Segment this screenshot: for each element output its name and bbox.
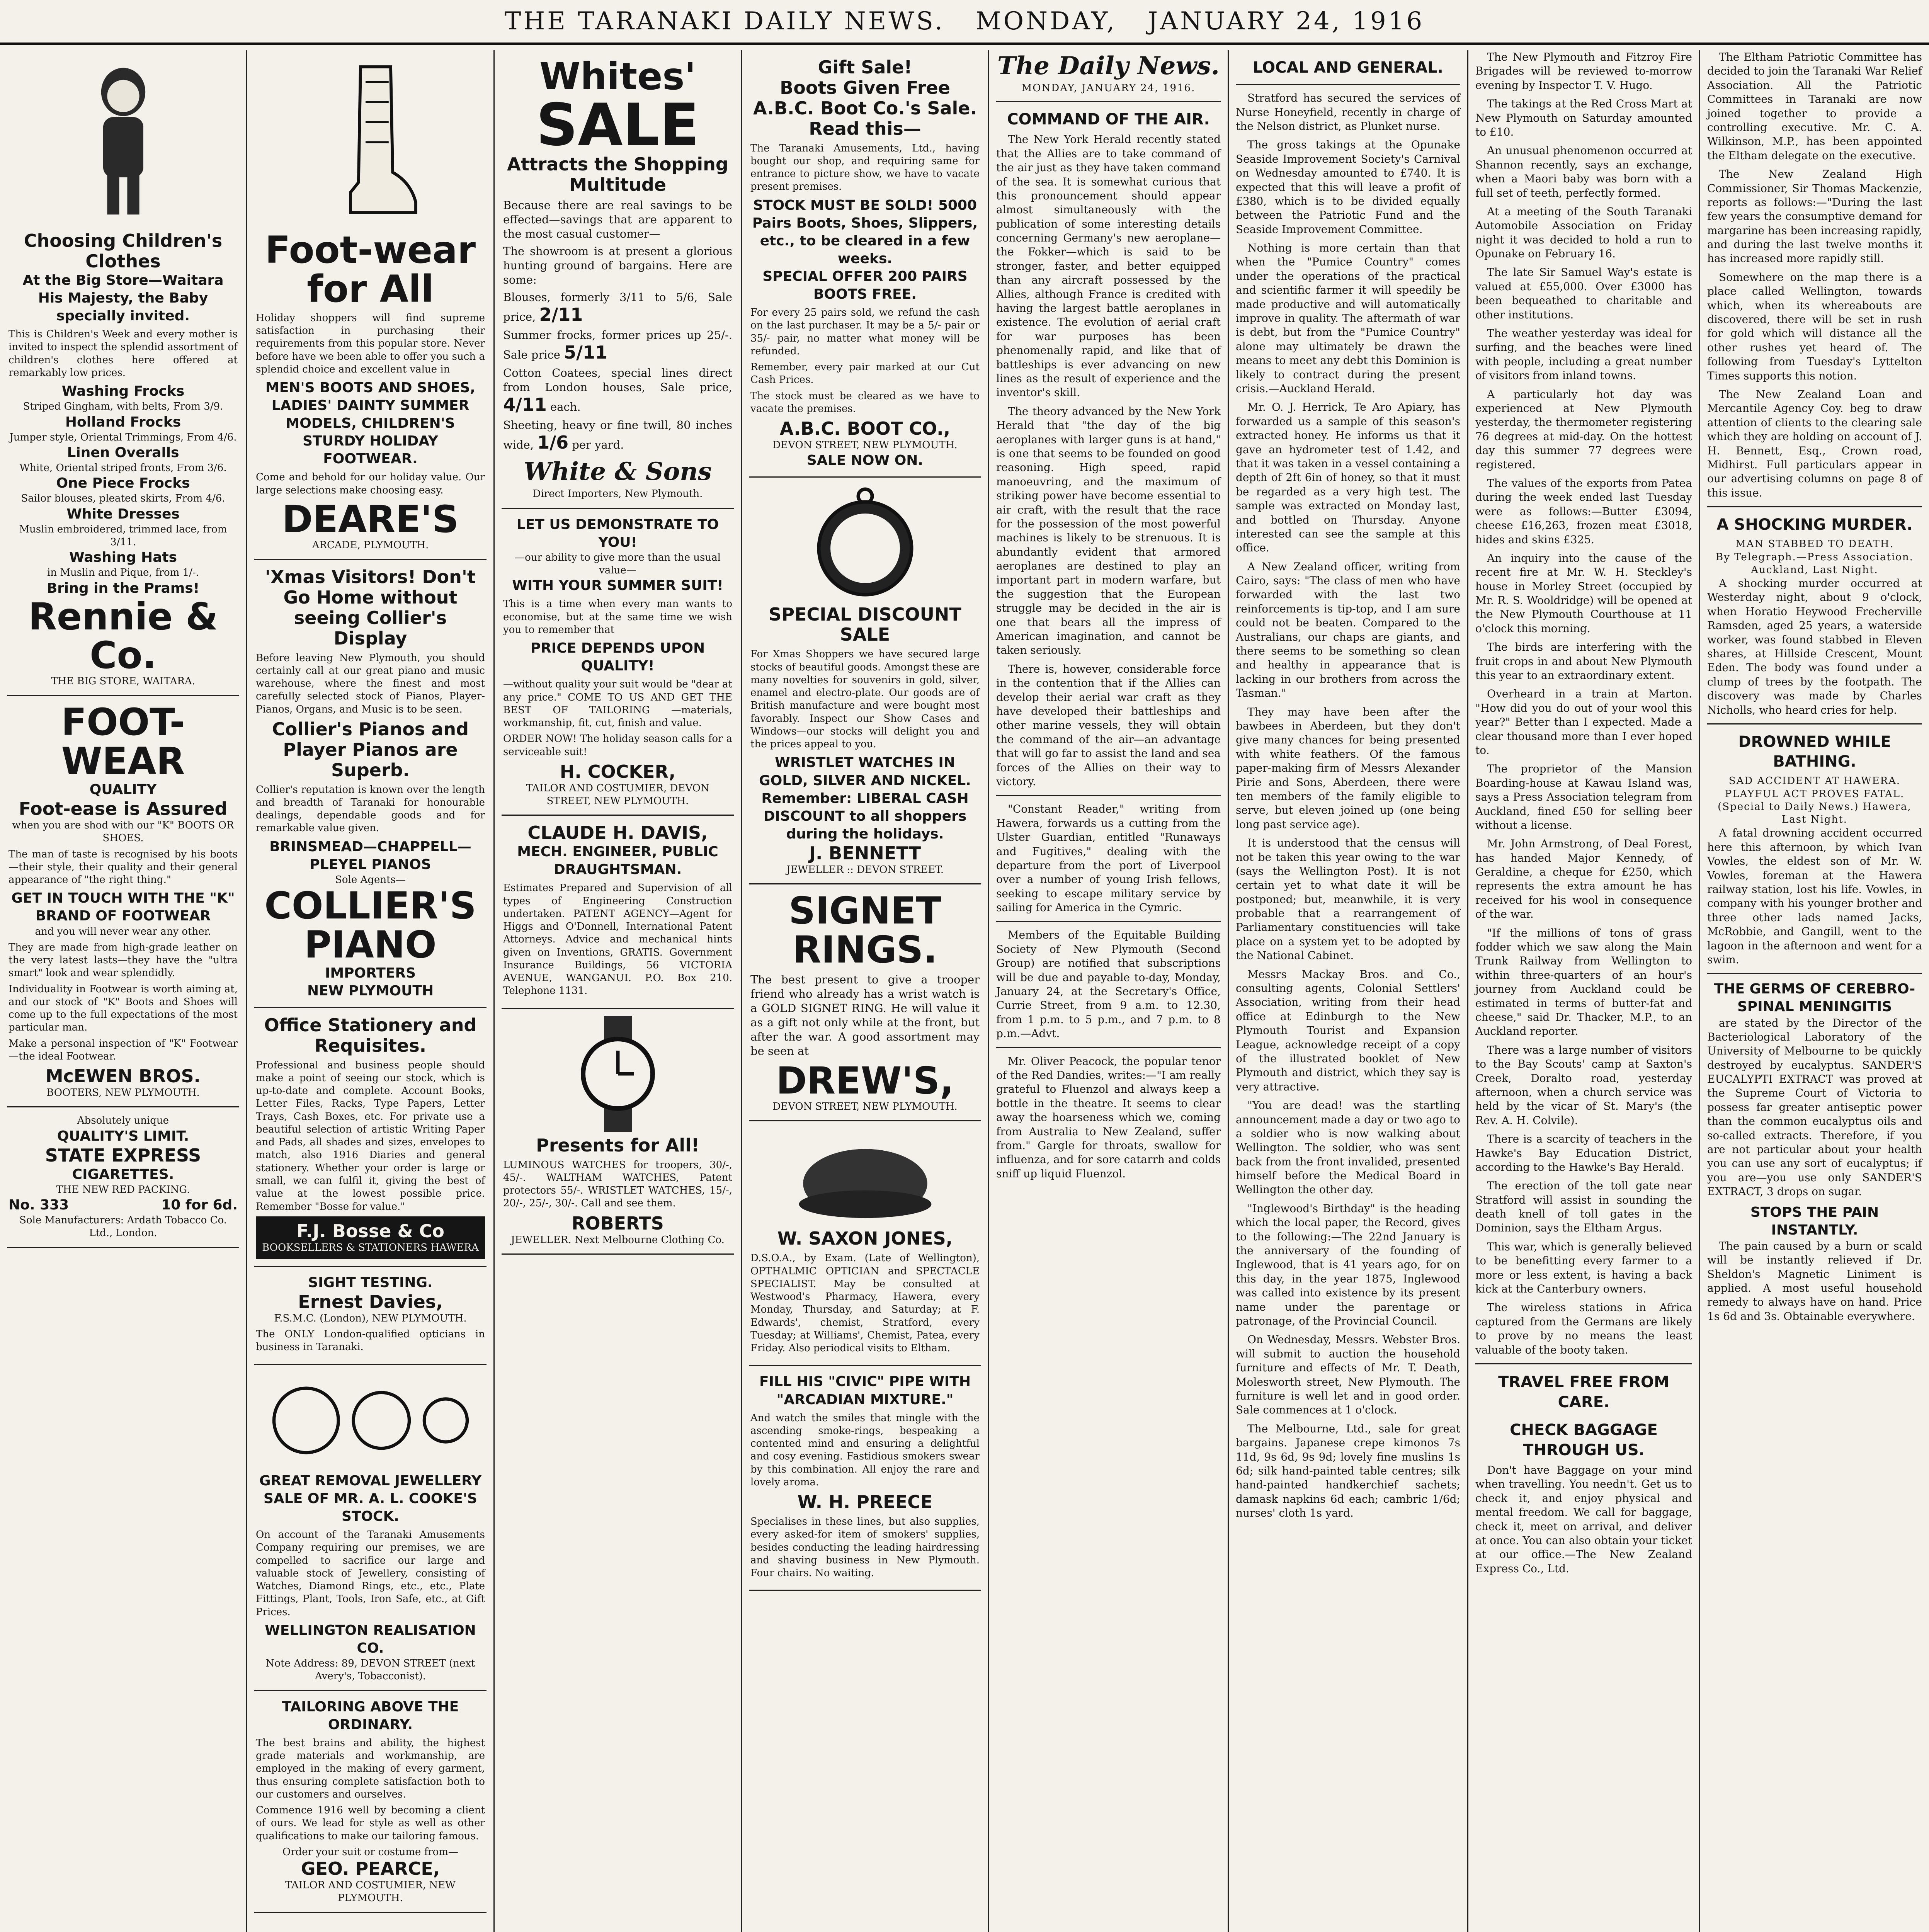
attracts-line: Attracts the Shopping Multitude bbox=[507, 153, 728, 195]
masthead-day: MONDAY, bbox=[976, 7, 1117, 36]
presents-heading: Presents for All! bbox=[536, 1134, 699, 1156]
local-para: "If the millions of tons of grass fodder which we saw along the Main Trunk Railway from Wellington to within three-quarters of an hour's journey from Auckland could be estimated in terms of butter-fat and cheese," said Dr. Thacker, M.P., to an Auckland reporter. bbox=[1475, 926, 1692, 1038]
saxon-ad bbox=[749, 1121, 981, 1366]
cotton-price: 4/11 bbox=[503, 394, 547, 415]
item-0: Washing Frocks Striped Gingham, with belts, From 3/9. bbox=[23, 383, 223, 413]
editorial-body bbox=[996, 133, 1221, 1181]
pearce-name: GEO. PEARCE, bbox=[301, 1858, 440, 1879]
baby-invite: His Majesty, the Baby specially invited. bbox=[38, 290, 208, 324]
footwear-logo: FOOT-WEAR bbox=[61, 701, 185, 783]
hat-illustration bbox=[796, 1128, 935, 1225]
gift-heading: Gift Sale! bbox=[818, 57, 912, 78]
importers-line: IMPORTERS bbox=[325, 965, 416, 981]
local-para: The New Plymouth and Fitzroy Fire Brigades will be reviewed to-morrow evening by Inspector T. V. Hugo. bbox=[1475, 51, 1692, 92]
saxon-text: D.S.O.A., by Exam. (Late of Wellington), OPTHALMIC OPTICIAN and SPECTACLE SPECIALIST. May be consulted at Westwood's Pharmacy, Hawera, every Monday, Thursday, and Saturday; at F. Edwards', chemist, Stratford, every Tuesday; at Williams', Chemist, Patea, every Friday. Also periodical visits to Eltham. bbox=[750, 1252, 980, 1354]
command-heading: COMMAND OF THE AIR. bbox=[1007, 111, 1210, 129]
mcewen-name: McEWEN BROS. bbox=[45, 1066, 201, 1087]
baby-illustration bbox=[73, 61, 174, 223]
whites-ad bbox=[502, 50, 734, 509]
watches-illustration bbox=[262, 1372, 479, 1469]
local-para: An unusual phenomenon occurred at Shannon recently, says an exchange, when a Maori baby was born with a full set of teeth, perfectly formed. bbox=[1475, 144, 1692, 199]
column-1 bbox=[0, 50, 247, 1932]
davis-text: Estimates Prepared and Supervision of all types of Engineering Construction undertaken. PATENT AGENCY—Agent for Higgs and O'Donnell, International Patent Attorneys. Advice and mechanical hints given on Inventions, GRATIS. Government Insurance Buildings, 56 VICTORIA AVENUE, WANGANUI. P.O. Box 210. Telephone 1131. bbox=[503, 882, 732, 997]
drowned-telegraph: (Special to Daily News.) Hawera, Last Night. bbox=[1718, 801, 1912, 826]
colliers-pianos-heading: Collier's Pianos and Player Pianos are Superb. bbox=[272, 718, 469, 781]
footwear-heading: Foot-wear for All bbox=[265, 228, 476, 311]
drews-name: DREW'S, bbox=[776, 1059, 954, 1103]
column-8 bbox=[1700, 50, 1929, 1932]
editorial-date: MONDAY, JANUARY 24, 1916. bbox=[1021, 82, 1196, 94]
rennie-ad bbox=[7, 50, 239, 696]
bennett-sub: JEWELLER :: DEVON STREET. bbox=[786, 864, 944, 876]
before-text: Before leaving New Plymouth, you should certainly call at our great piano and music warehouse, where the finest and most carefully selected stock of Pianos, Player-Pianos, Organs, and Music is to be seen. bbox=[256, 652, 485, 715]
travel-heading: TRAVEL FREE FROM CARE. bbox=[1498, 1373, 1669, 1411]
wellington-co: WELLINGTON REALISATION CO. bbox=[265, 1622, 476, 1656]
davis-ad bbox=[502, 816, 734, 1009]
local-para: Overheard in a train at Marton. "How did you do out of your wool this year?" Better than I expected. Made a clear thousand more than I ever hoped to. bbox=[1475, 687, 1692, 757]
column-5 bbox=[989, 50, 1229, 1932]
removal-text: On account of the Taranaki Amusements Company requiring our premises, we are compelled to sacrifice our large and valuable stock of Jewellery, consisting of Watches, Diamond Rings, etc., etc., Plate Fittings, Plant, Tools, Iron Safe, etc., at Gift Prices. bbox=[256, 1529, 485, 1618]
local-para: A particularly hot day was experienced at New Plymouth yesterday, the thermometer registering 76 degrees at mid-day. On the hottest day this summer 77 degrees were registered. bbox=[1475, 388, 1692, 471]
bosse-ad bbox=[254, 1008, 487, 1267]
local-para: The New Zealand High Commissioner, Sir Thomas Mackenzie, reports as follows:—"During the last few years the consumptive demand for margarine has been increasing rapidly, and during the last twelve months it has increased more rapidly still. bbox=[1707, 168, 1922, 265]
bosse-logo: F.J. Bosse & Co bbox=[296, 1220, 444, 1242]
davies-ad bbox=[254, 1267, 487, 1365]
local-para: This war, which is generally believed to be benefitting every farmer to a more or less extent, is having a back kick at the Canterbury owners. bbox=[1475, 1240, 1692, 1296]
local-para: Mr. John Armstrong, of Deal Forest, has handed Major Kennedy, of Geraldine, a cheque for £250, which represents the extra amount he has received for his wool in consequence of the war. bbox=[1475, 837, 1692, 921]
wristlet-line: WRISTLET WATCHES IN GOLD, SILVER AND NICKEL. bbox=[759, 755, 971, 789]
bosse-sub: BOOKSELLERS & STATIONERS HAWERA bbox=[262, 1242, 479, 1253]
brinsmead-line: BRINSMEAD—CHAPPELL—PLEYEL PIANOS bbox=[269, 838, 471, 872]
prams-line: Bring in the Prams! bbox=[46, 580, 200, 596]
local-para: The New Zealand Loan and Mercantile Agency Coy. beg to draw attention of clients to the clearing sale which they are holding on account of J. H. Bennett, Esq., Crown road, Midhirst. Full particulars appear in our advertising columns on page 8 of this issue. bbox=[1707, 388, 1922, 499]
whites-heading: Whites' bbox=[539, 55, 696, 98]
cerebro-text: are stated by the Director of the Bacteriological Laboratory of the University of Melbourne to be quickly destroyed by eucalyptus. SANDER'S EUCALYPTI EXTRACT was proved at the Supreme Court of Victoria to possess far greater antiseptic power than the common eucalyptus oils and so-called extracts. Therefore, if you are not particular about your health you can use any sort of eucalyptus; if you are—you use only SANDER'S EXTRACT, 3 drops on sugar. bbox=[1707, 1016, 1922, 1198]
masthead-date: JANUARY 24, 1916 bbox=[1148, 7, 1425, 36]
individuality-text: Individuality in Footwear is worth aiming at, and our stock of "K" Boots and Shoes will come up to the full expectations of the most particular man. bbox=[9, 983, 238, 1034]
collier-logo: COLLIER'S PIANO bbox=[264, 884, 476, 966]
tailoring-heading: TAILORING ABOVE THE ORDINARY. bbox=[282, 1699, 459, 1733]
office-heading: Office Stationery and Requisites. bbox=[264, 1014, 477, 1056]
local-para: The values of the exports from Patea during the week ended last Tuesday were as follows:—Butter £3094, cheese £16,263, frozen meat £3018, hides and skins £325. bbox=[1475, 476, 1692, 546]
choosing-heading: Choosing Children's Clothes bbox=[24, 230, 223, 272]
local-body-3 bbox=[1707, 50, 1922, 500]
white-importers: Direct Importers, New Plymouth. bbox=[532, 488, 703, 500]
cerebro-heading: THE GERMS OF CEREBRO-SPINAL MENINGITIS bbox=[1714, 981, 1915, 1015]
state-express-logo: STATE EXPRESS bbox=[45, 1145, 201, 1166]
local-para: It is understood that the census will not be taken this year owing to the war (says the Wellington Post). It is not certain yet to what date it will be postponed; but, meanwhile, it is very probable that a rearrangement of Parliamentary constituencies will take place on a system yet to be adopted by the National Cabinet. bbox=[1236, 837, 1460, 962]
masthead bbox=[0, 0, 1929, 45]
item-3: One Piece Frocks Sailor blouses, pleated skirts, From 4/6. bbox=[21, 475, 225, 505]
paper-title: THE TARANAKI DAILY NEWS. bbox=[504, 7, 945, 36]
local-para: On Wednesday, Messrs. Webster Bros. will submit to auction the household furniture and effects of Mr. T. Death, Molesworth street, New Plymouth. The furniture is well let and in good order. Sale commences at 1 o'clock. bbox=[1236, 1333, 1460, 1417]
cocker-ad bbox=[502, 509, 734, 816]
wristwatch-illustration bbox=[560, 1016, 676, 1132]
reputation-text: Collier's reputation is known over the length and breadth of Taranaki for honourable dealings, dependable goods and for remarkable value given. bbox=[256, 784, 485, 834]
local-para: The erection of the toll gate near Stratford will assist in sounding the death knell of toll gates in the Dominion, says the Eltham Argus. bbox=[1475, 1179, 1692, 1235]
roberts-sub: JEWELLER. Next Melbourne Clothing Co. bbox=[511, 1234, 725, 1246]
preece-ad bbox=[749, 1366, 981, 1591]
preece-name: W. H. PREECE bbox=[797, 1492, 933, 1513]
commence-text: Commence 1916 well by becoming a client of ours. We lead for style as well as other qualifications to make our tailoring famous. bbox=[256, 1804, 485, 1842]
special-discount: SPECIAL DISCOUNT SALE bbox=[769, 604, 961, 645]
preece-text: Specialises in these lines, but also supplies, every asked-for item of smokers' supplies, besides conducting the leading hairdressing and shaving business in New Plymouth. Four chairs. No waiting. bbox=[750, 1516, 980, 1579]
summer-text: Summer frocks, former prices up 25/-. Sale price bbox=[503, 328, 732, 362]
local-para: The gross takings at the Opunake Seaside Improvement Society's Carnival on Wednesday amounted to £740. It is expected that this will leave a profit of £380, which is to be divided equally between the Patriotic Fund and the Seaside Improvement Committee. bbox=[1236, 138, 1460, 236]
remember-text: Remember, every pair marked at our Cut Cash Prices. bbox=[750, 361, 980, 386]
local-body-2 bbox=[1475, 50, 1692, 1576]
abc-sale: A.B.C. Boot Co.'s Sale. bbox=[753, 97, 977, 119]
stops-heading: STOPS THE PAIN INSTANTLY. bbox=[1750, 1204, 1879, 1238]
removal-heading: GREAT REMOVAL JEWELLERY SALE OF MR. A. L. COOKE'S STOCK. bbox=[259, 1473, 482, 1524]
presents-text: LUMINOUS WATCHES for troopers, 30/-, 45/-. WALTHAM WATCHES, Patent protectors 55/-. WRISTLET WATCHES, 15/-, 20/-, 25/-, 30/-. Call and see them. bbox=[503, 1159, 732, 1209]
mcewen-ad bbox=[7, 696, 239, 1107]
murder-text: A shocking murder occurred at Westerday night, about 9 o'clock, when Horatio Heywood Frecherville Ramsden, aged 25 years, a waterside worker, was found stabbed in Eleven shares, at Hillside Crescent, Mount Eden. The body was found under a clump of trees by the footpath. The discovery was made by Charles Nicholls, who heard cries for help. bbox=[1707, 577, 1922, 716]
collier-ad bbox=[254, 560, 487, 1008]
item-1: Holland Frocks Jumper style, Oriental Trimmings, From 4/6. bbox=[9, 414, 237, 443]
local-para: The weather yesterday was ideal for surfing, and the beaches were lined with people, including a great number of visitors from inland towns. bbox=[1475, 327, 1692, 382]
quality-badge: QUALITY bbox=[89, 782, 157, 798]
xmas-heading: 'Xmas Visitors! Don't Go Home without seeing Collier's Display bbox=[265, 566, 476, 649]
read-heading: Read this— bbox=[809, 118, 921, 139]
footease-sub: when you are shod with our "K" BOOTS OR SHOES. bbox=[12, 820, 234, 844]
editorial-para: The theory advanced by the New York Herald that "the day of the big aeroplanes with larger guns is at hand," is one that seems to be founded on good reasoning. High speed, rapid manoeuvring, and the maximum of striking power have become essential to air craft, with the result that the race for the possession of the most powerful machines is likely to be strenuous. It is abundantly evident that armored aeroplanes are destined to play an important part in modern warfare, but the suggestion that the European struggle may be decided in the air is one that bears all the impress of American imagination, and cannot be taken seriously. bbox=[996, 405, 1221, 657]
pearce-sub: TAILOR AND COSTUMIER, NEW PLYMOUTH. bbox=[285, 1879, 456, 1904]
item-2: Linen Overalls White, Oriental striped fronts, From 3/6. bbox=[19, 444, 227, 474]
local-para: Mr. O. J. Herrick, Te Aro Apiary, has forwarded us a sample of this season's extracted honey. He informs us that it gave an hydrometer test of 1.42, and that it was taken in a vessel containing a depth of 2ft 6in of honey, so that it must be regarded as a very high test. The sample was extracted on Monday last, and bottled on Thursday. Anyone interested can see the sample at this office. bbox=[1236, 401, 1460, 554]
drowned-sub2: PLAYFUL ACT PROVES FATAL. bbox=[1725, 788, 1905, 800]
local-general-heading: LOCAL AND GENERAL. bbox=[1253, 59, 1443, 77]
blouses-price: 2/11 bbox=[539, 304, 583, 325]
inspection-text: Make a personal inspection of "K" Footwear—the ideal Footwear. bbox=[9, 1037, 238, 1062]
editorial-para: There is, however, considerable force in the contention that if the Allies can develop their aerial war craft as they have developed their battleships and other marine vessels, they will obtain the command of the air—an advantage that will go far to assist the land and sea forces of the Allies on their way to victory. bbox=[996, 662, 1221, 788]
davis-title: MECH. ENGINEER, PUBLIC DRAUGHTSMAN. bbox=[517, 844, 718, 878]
local-para: Somewhere on the map there is a place called Wellington, towards which, when its whereabouts are discovered, there will be set in rush for gold which will distance all the other rushes yet heard of. The following from Tuesday's Lyttelton Times supports this notion. bbox=[1707, 270, 1922, 382]
without-text: —without quality your suit would be "dear at any price." COME TO US AND GET THE BEST OF TAILORING —materials, workmanship, fit, cut, finish and value. bbox=[503, 679, 732, 729]
only-text: The ONLY London-qualified opticians in business in Taranaki. bbox=[256, 1328, 485, 1353]
local-para: The wireless stations in Africa captured from the Germans are likely to prove by no means the least valuable of the booty taken. bbox=[1475, 1301, 1692, 1356]
read-text: The Taranaki Amusements, Ltd., having bought our shop, and requiring same for entrance to picture show, we have to vacate present premises. bbox=[750, 142, 980, 193]
special-text: For every 25 pairs sold, we refund the cash on the last purchaser. It may be a 5/- pair or 35/- pair, no matter what money will be refunded. bbox=[750, 307, 980, 357]
boot-illustration bbox=[320, 61, 421, 223]
sale-heading: SALE bbox=[536, 91, 699, 159]
mens-line: MEN'S BOOTS AND SHOES, LADIES' DAINTY SUMMER MODELS, CHILDREN'S STURDY HOLIDAY FOOTWEAR. bbox=[265, 380, 475, 467]
express-text: Don't have Baggage on your mind when travelling. You needn't. Get us to check it, and enjoy physical and mental freedom. We call for baggage, check it, meet on arrival, and deliver at once. You can also obtain your ticket at our office.—The New Zealand Express Co., Ltd. bbox=[1475, 1463, 1692, 1575]
local-para: There is a scarcity of teachers in the Hawke's Bay Education District, according to the Hawke's Bay Herald. bbox=[1475, 1133, 1692, 1173]
sale-now: SALE NOW ON. bbox=[806, 452, 924, 469]
drews-sub: DEVON STREET, NEW PLYMOUTH. bbox=[772, 1101, 958, 1113]
deare-ad bbox=[254, 50, 487, 560]
cigarettes-line: CIGARETTES. bbox=[72, 1166, 174, 1182]
demo-ability: —our ability to give more than the usual value— bbox=[515, 551, 721, 576]
stops-text: The pain caused by a burn or scald will be instantly relieved if Dr. Sheldon's Magnetic Liniment is applied. A most useful household remedy to always have on hand. Price 1s 6d and 3s. Obtainable everywhere. bbox=[1707, 1239, 1922, 1323]
editorial-para: Mr. Oliver Peacock, the popular tenor of the Red Dandies, writes:—"I am really grateful to Fluenzol and always keep a bottle in the theatre. It seems to clear away the hoarseness which we, coming from Australia to New Zealand, suffer from." Gargle for throats, swallow for influenza, and for sore catarrh and colds sniff up liquid Fluenzol. bbox=[996, 1054, 1221, 1180]
sheeting-text: Sheeting, heavy or fine twill, 80 inches wide, bbox=[503, 418, 732, 452]
item-4: White Dresses Muslin embroidered, trimmed lace, from 3/11. bbox=[19, 506, 227, 548]
footease-heading: Foot-ease is Assured bbox=[19, 798, 228, 820]
state-express-ad bbox=[7, 1107, 239, 1248]
time-text: This is a time when every man wants to economise, but at the same time we wish you to remember that bbox=[503, 598, 732, 636]
local-para: Nothing is more certain than that when the "Pumice Country" comes under the operations of the practical and scientific farmer it will speedily be made productive and will automatically improve in quality. The aftermath of war is debt, but from the "Pumice Country" alone may ultimately be drawn the means to meet any debt this Dominion is likely to contract during the present crisis.—Auckland Herald. bbox=[1236, 242, 1460, 395]
childrens-week: This is Children's Week and every mother is invited to inspect the splendid assortment of children's clothes here offered at remarkably low prices. bbox=[9, 328, 238, 379]
bennett-name: J. BENNETT bbox=[809, 842, 921, 864]
civic-text: And watch the smiles that mingle with the ascending smoke-rings, bespeaking a contented mind and ensuring a delightful and cosy evening. Fastidious smokers swear by this combination. All enjoy the rare and lovely aroma. bbox=[750, 1412, 980, 1488]
blouses-text: Blouses, formerly 3/11 to 5/6, Sale price, bbox=[503, 291, 732, 324]
order-line: Order your suit or costume from— bbox=[282, 1846, 459, 1858]
come-text: Come and behold for our holiday value. Our large selections make choosing easy. bbox=[256, 471, 485, 496]
local-para: An inquiry into the cause of the recent fire at Mr. W. H. Steckley's house in Morley Street (occupied by Mr. R. S. Wooldridge) will be opened at the New Plymouth Courthouse at 11 o'clock this morning. bbox=[1475, 551, 1692, 635]
sight-heading: SIGHT TESTING. bbox=[308, 1274, 433, 1291]
drowned-sub: SAD ACCIDENT AT HAWERA. bbox=[1728, 775, 1901, 787]
demo-heading: LET US DEMONSTRATE TO YOU! bbox=[516, 516, 719, 550]
local-para: Messrs Mackay Bros. and Co., consulting agents, Colonial Settlers' Association, writing from their head office at Edinburgh to the New Plymouth Tourist and Expansion League, acknowledge receipt of a copy of the illustrated booklet of New Plymouth and district, which they say is very attractive. bbox=[1236, 968, 1460, 1093]
local-para: At a meeting of the South Taranaki Automobile Association on Friday night it was decided to hold a run to Opunake on February 16. bbox=[1475, 205, 1692, 260]
local-para: "You are dead! was the startling announcement made a day or two ago to a soldier who is now walking about Wellington. The soldier, who was sent back from the front invalided, presented himself before the Medical Board in Wellington the other day. bbox=[1236, 1099, 1460, 1196]
column-6 bbox=[1229, 50, 1468, 1932]
deare-name: DEARE'S bbox=[282, 497, 459, 541]
holiday-text: Holiday shoppers will find supreme satisfaction in purchasing their requirements from this popular store. Never before have we been able to offer you such a splendid choice and excellent value in bbox=[256, 312, 485, 375]
local-para: The Melbourne, Ltd., sale for great bargains. Japanese crepe kimonos 7s 11d, 9s 6d, 9s 9d; lovely fine muslins 1s 6d; silk hand-painted table centres; silk hand-painted handkerchief sachets; damask napkins 6d each; cambric 1/6d; nurses' cloth 1s yard. bbox=[1236, 1422, 1460, 1520]
never-wear: and you will never wear any other. bbox=[35, 925, 211, 937]
civic-heading: FILL HIS "CIVIC" PIPE WITH "ARCADIAN MIXTURE." bbox=[759, 1374, 971, 1408]
white-sons-logo: White & Sons bbox=[524, 457, 712, 486]
column-2 bbox=[247, 50, 495, 1932]
summer-price: 5/11 bbox=[564, 342, 607, 363]
murder-heading: A SHOCKING MURDER. bbox=[1716, 516, 1913, 534]
signet-text: The best present to give a trooper friend who already has a wrist watch is a GOLD SIGNET RING. He will value it as a gift not only while at the front, but after the war. A good assortment may be seen at bbox=[750, 973, 980, 1058]
cleared-text: The stock must be cleared as we have to vacate the premises. bbox=[750, 390, 980, 415]
number-line: No. 333 bbox=[9, 1197, 69, 1213]
roberts-name: ROBERTS bbox=[572, 1213, 664, 1234]
local-para: The takings at the Red Cross Mart at New Plymouth on Saturday amounted to £10. bbox=[1475, 97, 1692, 138]
special-offer: SPECIAL OFFER 200 PAIRS BOOTS FREE. bbox=[762, 268, 968, 303]
because-text: Because there are real savings to be effected—savings that are apparent to the most casual customer— bbox=[503, 198, 732, 240]
makers-line: Sole Manufacturers: Ardath Tobacco Co. Ltd., London. bbox=[19, 1214, 227, 1239]
drews-ad bbox=[749, 884, 981, 1121]
rennie-name: Rennie & Co. bbox=[28, 595, 218, 677]
local-para: They may have been after the bawbees in Aberdeen, but they don't give many chances for being presented with white feathers. Of the famous paper-making firm of Messrs Alexander Pirie and Sons, Aberdeen, there were ten members of the family eligible to serve, but eleven joined up (one being long past service age). bbox=[1236, 705, 1460, 831]
davis-name: CLAUDE H. DAVIS, bbox=[527, 822, 708, 844]
office-text: Professional and business people should make a point of seeing our stock, which is up-to-date and complete. Account Books, Letter Files, Racks, Type Papers, Letter Trays, Cash Boxes, etc. For private use a beautiful selection of artistic Writing Paper and Pads, all shades and sizes, envelopes to match, also 1916 Diaries and general stationery. Whether your order is large or small, we can fulfil it, giving the best of value at the lowest possible price. Remember "Bosse for value." bbox=[256, 1059, 485, 1213]
stock-text: STOCK MUST BE SOLD! 5000 Pairs Boots, Shoes, Slippers, etc., to be cleared in a few weeks. bbox=[752, 197, 978, 267]
local-para: There was a large number of visitors to the Bay Scouts' camp at Saxton's Creek, Doralto road, yesterday afternoon, when a church service was held by the vicar of St. Mary's (the Rev. A. H. Colvile). bbox=[1475, 1043, 1692, 1127]
touch-heading: GET IN TOUCH WITH THE "K" BRAND OF FOOTWEAR bbox=[11, 890, 235, 924]
daily-news-title: The Daily News. bbox=[997, 51, 1220, 80]
column-3 bbox=[495, 50, 742, 1932]
price-depends: PRICE DEPENDS UPON QUALITY! bbox=[530, 640, 705, 674]
rennie-sub: THE BIG STORE, WAITARA. bbox=[51, 675, 195, 687]
column-4 bbox=[742, 50, 989, 1932]
cotton-text: Cotton Coatees, special lines direct from London houses, Sale price, bbox=[503, 366, 732, 394]
quality-limit: QUALITY'S LIMIT. bbox=[57, 1128, 189, 1144]
price-line: 10 for 6d. bbox=[161, 1197, 238, 1213]
murder-telegraph: By Telegraph.—Press Association. Auckland, Last Night. bbox=[1716, 551, 1914, 576]
removal-ad bbox=[254, 1365, 487, 1691]
xmas-shoppers: For Xmas Shoppers we have secured large stocks of beautiful goods. Amongst these are many novelties for souvenirs in gold, silver, enamel and electro-plate. Our goods are of British manufacture and were bought most favorably. Inspect our Show Cases and Windows—our stocks will delight you and the prices appeal to you. bbox=[750, 648, 980, 750]
liberal-line: Remember: LIBERAL CASH DISCOUNT to all shoppers during the holidays. bbox=[761, 790, 969, 842]
removal-address: Note Address: 89, DEVON STREET (next Avery's, Tobacconist). bbox=[265, 1658, 475, 1682]
local-para: The late Sir Samuel Way's estate is valued at £55,000. Over £3000 has been bequeathed to charitable and other institutions. bbox=[1475, 266, 1692, 321]
murder-sub: MAN STABBED TO DEATH. bbox=[1735, 538, 1894, 550]
column-7 bbox=[1468, 50, 1700, 1932]
order-now: ORDER NOW! The holiday season calls for a serviceable suit! bbox=[503, 733, 732, 758]
drowned-text: A fatal drowning accident occurred here this afternoon, by which Ivan Vowles, the eldest son of Mr. W. Vowles, foreman at the Hawera railway station, lost his life. Vowles, in company with his younger brother and three other lads named Jacks, McRobbie, and Gangill, went to the lagoon in the afternoon and went for a swim. bbox=[1707, 827, 1922, 966]
signet-heading: SIGNET RINGS. bbox=[788, 889, 942, 971]
local-para: A New Zealand officer, writing from Cairo, says: "The class of men who have forwarded with the last two reinforcements is tip-top, and I am sure could not be beaten. Compared to the Australians, our chaps are giants, and there seems to be something so clean and healthy in appearance that is lacking in our brothers from across the Tasman." bbox=[1236, 560, 1460, 700]
davies-sub: F.S.M.C. (London), NEW PLYMOUTH. bbox=[274, 1312, 467, 1324]
packing-line: THE NEW RED PACKING. bbox=[56, 1184, 190, 1196]
local-body bbox=[1236, 91, 1460, 1520]
check-heading: CHECK BAGGAGE THROUGH US. bbox=[1510, 1421, 1658, 1459]
roberts-ad bbox=[502, 1009, 734, 1255]
item-5: Washing Hats in Muslin and Pique, from 1/-. bbox=[47, 549, 199, 579]
local-para: "Inglewood's Birthday" is the heading which the local paper, the Record, gives to the following:—The 22nd January is the anniversary of the founding of Inglewood, that is 41 years ago, for on this day, in the year 1875, Inglewood was called into existence by its present name under the parentage or patronage, of the Provincial Council. bbox=[1236, 1202, 1460, 1327]
drowned-heading: DROWNED WHILE BATHING. bbox=[1738, 733, 1891, 771]
store-line: At the Big Store—Waitara bbox=[22, 272, 224, 288]
abc-ad bbox=[749, 50, 981, 478]
sole-agents: Sole Agents— bbox=[335, 874, 406, 886]
editorial-para: Members of the Equitable Building Society of New Plymouth (Second Group) are notified that subscriptions will be due and payable to-day, Monday, January 24, at the Secretary's Office, Currie Street, from 9 a.m. to 12.30, from 1 p.m. to 5 p.m., and 7 p.m. to 8 p.m.—Advt. bbox=[996, 929, 1221, 1040]
boots-free: Boots Given Free bbox=[780, 77, 950, 98]
absolutely-unique: Absolutely unique bbox=[77, 1115, 169, 1127]
arcade-line: ARCADE, PLYMOUTH. bbox=[312, 539, 429, 551]
pocket-watch-illustration bbox=[807, 485, 923, 600]
bennett-ad bbox=[749, 478, 981, 884]
collier-town: NEW PLYMOUTH bbox=[307, 983, 434, 999]
local-para: The birds are interfering with the fruit crops in and about New Plymouth this year to an extraordinary extent. bbox=[1475, 641, 1692, 682]
cocker-name: H. COCKER, bbox=[560, 761, 676, 782]
editorial-para: The New York Herald recently stated that the Allies are to take command of the air just as they have taken command of the sea. It is somewhat curious that this pronouncement should appear almost simultaneously with the publication of some interesting details concerning Germany's new aeroplane—the Fokker—which is said to be stronger, faster, and better equipped than any aircraft possessed by the Allies, although France is credited with having the largest battle aeroplanes in existence. The evolution of aerial craft for war purposes has been phenomenally rapid, and like that of battleships is ever advancing on new lines as the result of experience and the inventor's skill. bbox=[996, 133, 1221, 399]
abc-name: A.B.C. BOOT CO., bbox=[779, 418, 951, 439]
local-para: The Eltham Patriotic Committee has decided to join the Taranaki War Relief Association. All the Patriotic Committees in Taranaki are now joined together to provide a controlling executive. Mr. C. A. Wilkinson, M.P., has been appointed the Eltham delegate on the executive. bbox=[1707, 51, 1922, 162]
sheeting-price: 1/6 bbox=[537, 432, 569, 453]
showroom-text: The showroom is at present a glorious hunting ground of bargains. Here are some: bbox=[503, 244, 732, 287]
pearce-ad bbox=[254, 1691, 487, 1913]
local-para: The proprietor of the Mansion Boarding-house at Kawau Island was, says a Press Association telegram from Auckland, fined £50 for selling beer without a license. bbox=[1475, 762, 1692, 832]
saxon-name: W. SAXON JONES, bbox=[777, 1228, 953, 1249]
cocker-sub: TAILOR AND COSTUMIER, DEVON STREET, NEW PLYMOUTH. bbox=[526, 782, 709, 807]
per-yard: per yard. bbox=[572, 438, 624, 452]
tailoring-text: The best brains and ability, the highest grade materials and workmanship, are employed in the making of every garment, thus ensuring complete satisfaction both to our customers and ourselves. bbox=[256, 1737, 485, 1800]
davies-name: Ernest Davies, bbox=[298, 1291, 443, 1313]
abc-address: DEVON STREET, NEW PLYMOUTH. bbox=[772, 439, 958, 451]
mcewen-sub: BOOTERS, NEW PLYMOUTH. bbox=[46, 1087, 200, 1099]
taste-text: The man of taste is recognised by his boots—their style, their quality and their general appearance of "the right thing." bbox=[9, 848, 238, 886]
summer-suit: WITH YOUR SUMMER SUIT! bbox=[512, 578, 723, 594]
local-para: Stratford has secured the services of Nurse Honeyfield, recently in charge of the Nelson district, as Plunket nurse. bbox=[1236, 92, 1460, 133]
each-text: each. bbox=[550, 400, 581, 414]
high-grade-text: They are made from high-grade leather on the very latest lasts—they have the "ultra smart" look and wear splendidly. bbox=[9, 941, 238, 979]
editorial-para: "Constant Reader," writing from Hawera, forwards us a cutting from the Ulster Guardian, entitled "Runaways and Fugitives," dealing with the departure from the port of Liverpool over a number of young Irish fellows, seeking to escape military service by sailing for America in the Cymric. bbox=[996, 803, 1221, 914]
